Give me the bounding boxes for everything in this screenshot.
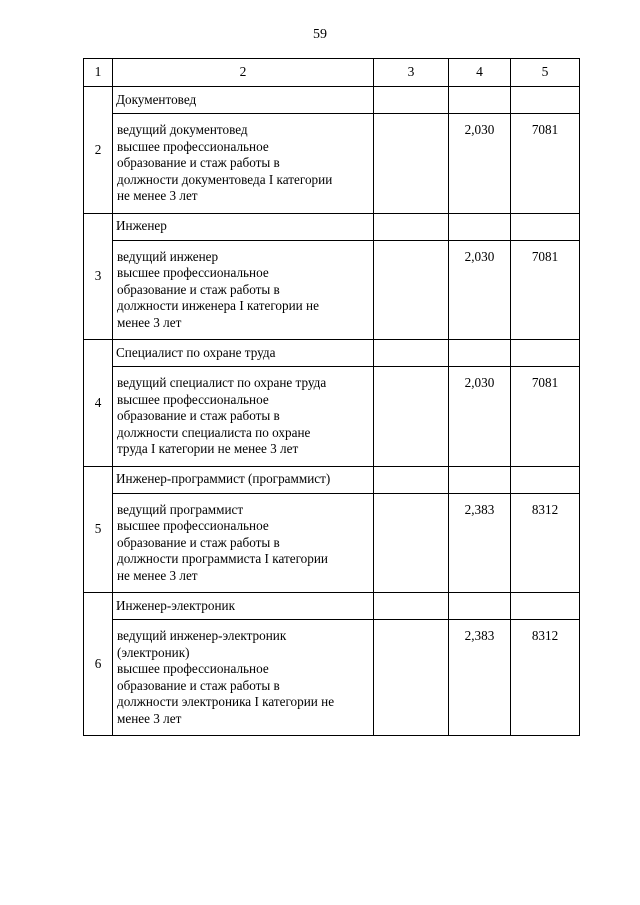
detail-line: ведущий инженер — [117, 248, 219, 264]
cell-col3 — [374, 87, 449, 114]
table-row-detail — [84, 240, 580, 340]
header-cell-4: 4 — [449, 59, 511, 87]
table-row-detail — [84, 114, 580, 214]
position-description — [113, 493, 374, 593]
detail-line: образование и стаж работы в — [117, 408, 280, 423]
cell-col3-value — [374, 114, 449, 214]
position-description — [113, 367, 374, 467]
coefficient-value: 2,383 — [449, 620, 511, 736]
table-row-detail — [84, 620, 580, 736]
detail-line: (электроник) — [117, 644, 190, 660]
row-number: 4 — [84, 340, 113, 467]
detail-line: ведущий специалист по охране труда — [117, 375, 327, 390]
cell-col5 — [511, 593, 580, 620]
cell-col4 — [449, 466, 511, 493]
detail-line: ведущий инженер-электроник — [117, 628, 287, 643]
detail-line: менее 3 лет — [117, 710, 182, 726]
cell-col3-value — [374, 367, 449, 467]
detail-line: высшее профессиональное — [117, 265, 269, 280]
coefficient-value: 2,030 — [449, 367, 511, 467]
row-number: 3 — [84, 213, 113, 340]
salary-value: 7081 — [511, 240, 580, 340]
cell-col3 — [374, 466, 449, 493]
detail-line: должности документоведа I категории — [117, 171, 333, 187]
coefficient-value: 2,030 — [449, 114, 511, 214]
detail-line: высшее профессиональное — [117, 391, 269, 407]
detail-line: должности специалиста по охране — [117, 424, 311, 440]
salary-value: 8312 — [511, 620, 580, 736]
cell-col3-value — [374, 240, 449, 340]
table-row-detail — [84, 493, 580, 593]
detail-line: образование и стаж работы в — [117, 281, 280, 297]
header-cell-2: 2 — [113, 59, 374, 87]
detail-line: образование и стаж работы в — [117, 677, 280, 693]
detail-line: образование и стаж работы в — [117, 534, 280, 550]
position-title: Инженер — [113, 213, 374, 240]
detail-line: высшее профессиональное — [117, 518, 269, 533]
header-cell-5: 5 — [511, 59, 580, 87]
detail-line: высшее профессиональное — [117, 138, 269, 154]
cell-col3 — [374, 593, 449, 620]
cell-col4 — [449, 87, 511, 114]
position-title: Специалист по охране труда — [113, 340, 374, 367]
detail-line: образование и стаж работы в — [117, 155, 280, 170]
table-row-group — [84, 466, 580, 493]
row-number: 5 — [84, 466, 113, 593]
cell-col3-value — [374, 493, 449, 593]
table-row-group — [84, 593, 580, 620]
coefficient-value: 2,383 — [449, 493, 511, 593]
table-row-group — [84, 213, 580, 240]
cell-col4 — [449, 213, 511, 240]
detail-line: ведущий документовед — [117, 122, 248, 137]
position-description — [113, 114, 374, 214]
detail-line: должности инженера I категории не — [117, 298, 319, 313]
cell-col5 — [511, 340, 580, 367]
positions-table — [83, 58, 580, 736]
salary-value: 7081 — [511, 367, 580, 467]
detail-line: должности электроника I категории не — [117, 694, 335, 709]
detail-line: не менее 3 лет — [117, 567, 198, 583]
header-cell-3: 3 — [374, 59, 449, 87]
cell-col4 — [449, 340, 511, 367]
table-header-row — [84, 59, 580, 87]
position-title: Инженер-программист (программист) — [113, 466, 374, 493]
table-row-detail — [84, 367, 580, 467]
detail-line: труда I категории не менее 3 лет — [117, 441, 299, 456]
cell-col5 — [511, 466, 580, 493]
coefficient-value: 2,030 — [449, 240, 511, 340]
detail-line: менее 3 лет — [117, 314, 182, 330]
table-row-group — [84, 87, 580, 114]
salary-value: 7081 — [511, 114, 580, 214]
detail-line: должности программиста I категории — [117, 551, 328, 566]
position-description — [113, 240, 374, 340]
salary-value: 8312 — [511, 493, 580, 593]
cell-col5 — [511, 213, 580, 240]
row-number: 6 — [84, 593, 113, 736]
row-number: 2 — [84, 87, 113, 214]
page-number: 59 — [313, 27, 327, 42]
cell-col3-value — [374, 620, 449, 736]
detail-line: ведущий программист — [117, 501, 244, 517]
detail-line: не менее 3 лет — [117, 188, 198, 203]
cell-col3 — [374, 340, 449, 367]
header-cell-1: 1 — [84, 59, 113, 87]
detail-line: высшее профессиональное — [117, 661, 269, 676]
position-title: Инженер-электроник — [113, 593, 374, 620]
cell-col5 — [511, 87, 580, 114]
table-row-group — [84, 340, 580, 367]
cell-col3 — [374, 213, 449, 240]
position-title: Документовед — [113, 87, 374, 114]
position-description — [113, 620, 374, 736]
cell-col4 — [449, 593, 511, 620]
